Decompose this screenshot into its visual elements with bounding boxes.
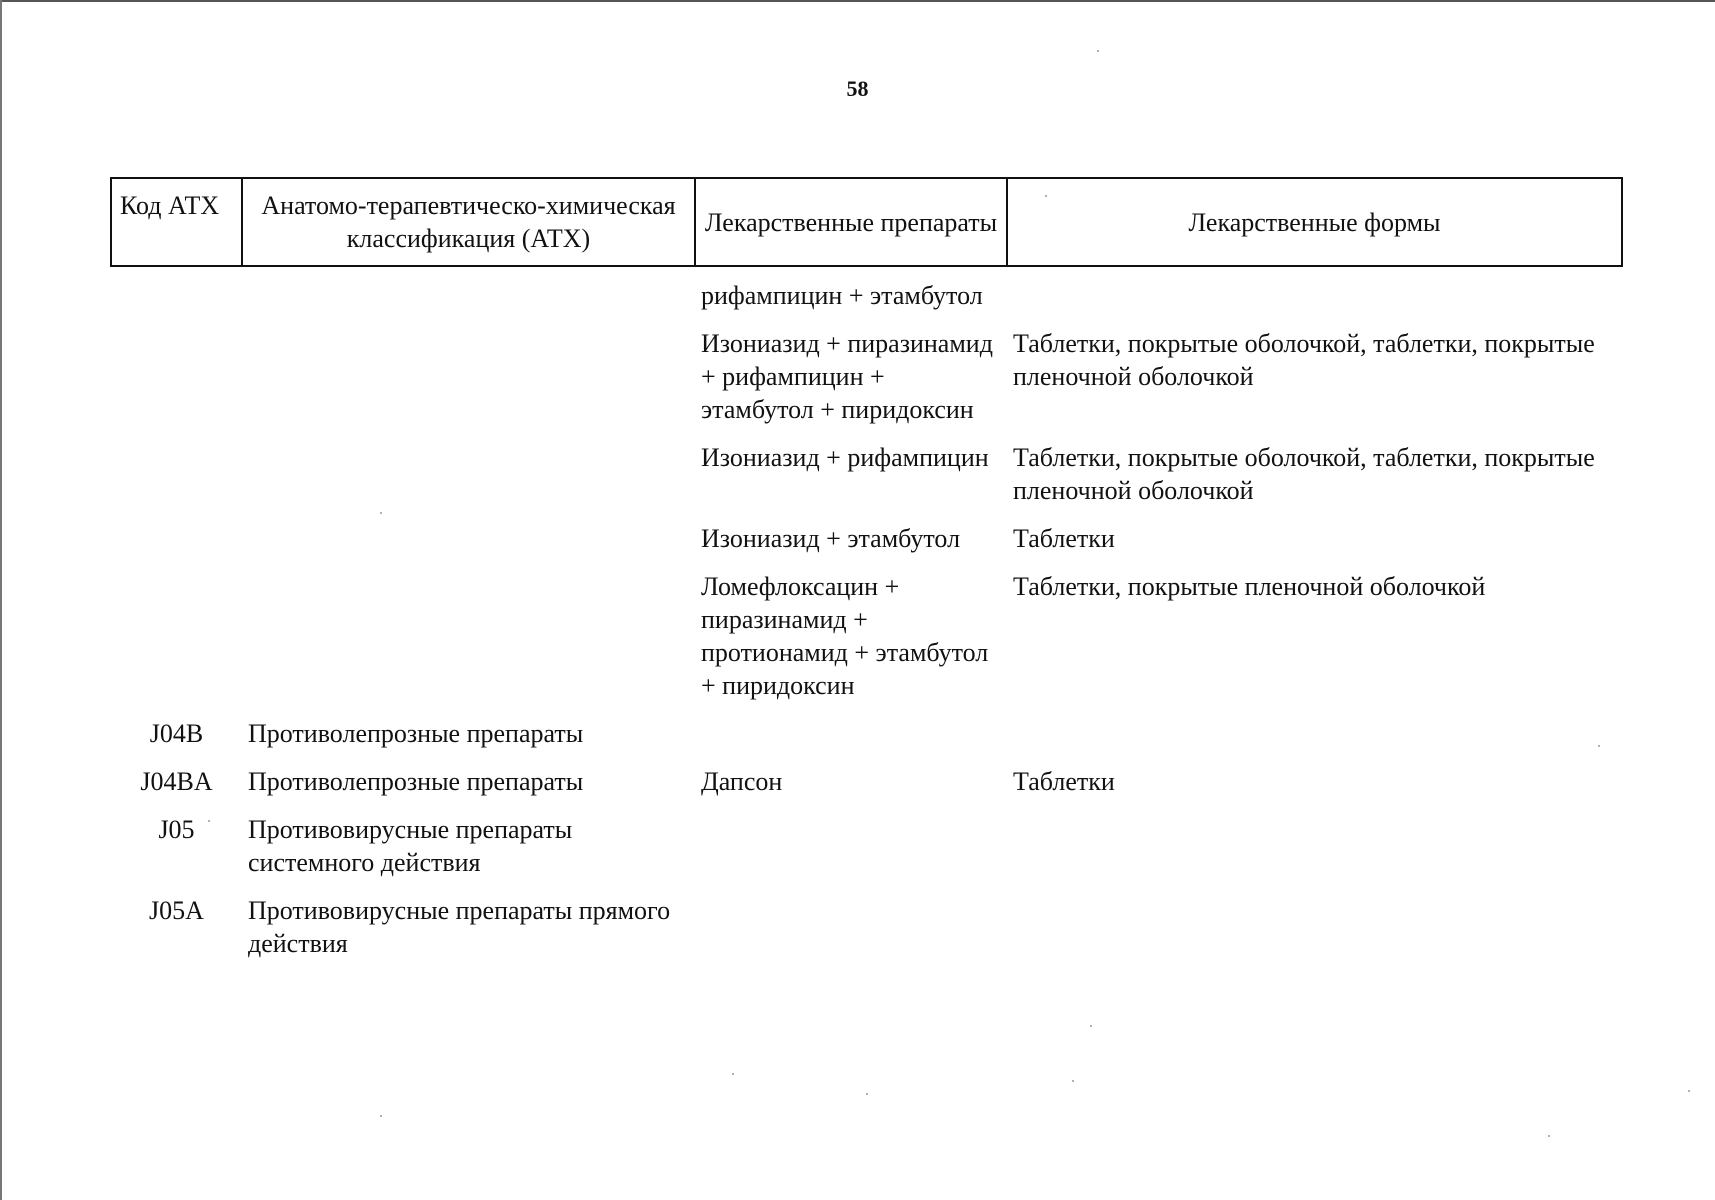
atc-code-cell: J05: [158, 815, 195, 844]
table-row: [111, 522, 1622, 570]
drug-cell: [695, 813, 1007, 894]
scan-speck: [866, 1093, 868, 1095]
table-row: [111, 717, 1622, 765]
scan-speck: [1097, 50, 1099, 52]
classification-cell: [242, 570, 695, 717]
table-row: [111, 894, 1622, 975]
atc-code-cell: J05A: [149, 896, 204, 925]
scan-speck: [1598, 745, 1600, 747]
header-dosage-forms: Лекарственные формы: [1007, 178, 1622, 266]
drug-cell: Изониазид + пиразинамид + рифампицин + этамбутол + пиридоксин: [701, 329, 993, 424]
dosage-form-cell: Таблетки, покрытые оболочкой, таблетки, покрытые пленочной оболочкой: [1013, 329, 1595, 391]
drug-cell: [695, 717, 1007, 765]
classification-cell: [242, 522, 695, 570]
atc-drug-table: [110, 177, 1623, 975]
classification-cell: Противовирусные препараты прямого действия: [248, 896, 671, 958]
atc-code-cell: [111, 327, 242, 441]
table-row: [111, 765, 1622, 813]
scan-speck: [380, 1115, 382, 1117]
classification-cell: Противолепрозные препараты: [248, 767, 584, 796]
header-atc-code: Код АТХ: [111, 178, 242, 266]
drug-cell: Ломефлоксацин + пиразинамид + протионамид + этамбутол + пиридоксин: [701, 572, 989, 700]
classification-cell: [242, 441, 695, 522]
drug-cell: Изониазид + рифампицин: [701, 443, 989, 472]
dosage-form-cell: Таблетки: [1013, 767, 1115, 796]
classification-cell: Противолепрозные препараты: [248, 719, 584, 748]
table-row: [111, 441, 1622, 522]
drug-cell: Дапсон: [701, 767, 783, 796]
page-edge-top: [0, 0, 1715, 8]
atc-code-cell: J04BA: [140, 767, 213, 796]
table-row: [111, 266, 1622, 327]
table-row: [111, 813, 1622, 894]
table-row: [111, 327, 1622, 441]
header-atc-classification: Анатомо-терапевтическо-химическая классификация (АТХ): [242, 178, 695, 266]
dosage-form-cell: Таблетки, покрытые оболочкой, таблетки, покрытые пленочной оболочкой: [1013, 443, 1595, 505]
scan-speck: [1688, 1090, 1690, 1092]
dosage-form-cell: [1007, 266, 1622, 327]
page-edge-left: [0, 0, 2, 1200]
atc-code-cell: J04B: [149, 719, 204, 748]
dosage-form-cell: Таблетки: [1013, 524, 1115, 553]
dosage-form-cell: [1007, 717, 1622, 765]
scan-speck: [732, 1073, 734, 1075]
header-drugs: Лекарственные препараты: [695, 178, 1007, 266]
classification-cell: Противовирусные препараты системного действия: [248, 815, 573, 877]
dosage-form-cell: Таблетки, покрытые пленочной оболочкой: [1013, 572, 1486, 601]
table-header-row: [111, 178, 1622, 266]
page-number: 58: [846, 76, 869, 101]
atc-code-cell: [111, 522, 242, 570]
classification-cell: [242, 266, 695, 327]
drug-cell: [695, 894, 1007, 975]
dosage-form-cell: [1007, 813, 1622, 894]
atc-code-cell: [111, 441, 242, 522]
classification-cell: [242, 327, 695, 441]
scan-speck: [380, 512, 382, 514]
atc-code-cell: [111, 570, 242, 717]
table-row: [111, 570, 1622, 717]
atc-code-cell: [111, 266, 242, 327]
scan-speck: [1045, 195, 1047, 197]
dosage-form-cell: [1007, 894, 1622, 975]
scan-speck: [1090, 1025, 1092, 1027]
drug-cell: Изониазид + этамбутол: [701, 524, 961, 553]
drug-cell: рифампицин + этамбутол: [701, 281, 983, 310]
scan-speck: [1072, 1080, 1074, 1082]
scan-speck: [208, 820, 210, 822]
scan-speck: [1548, 1135, 1550, 1137]
